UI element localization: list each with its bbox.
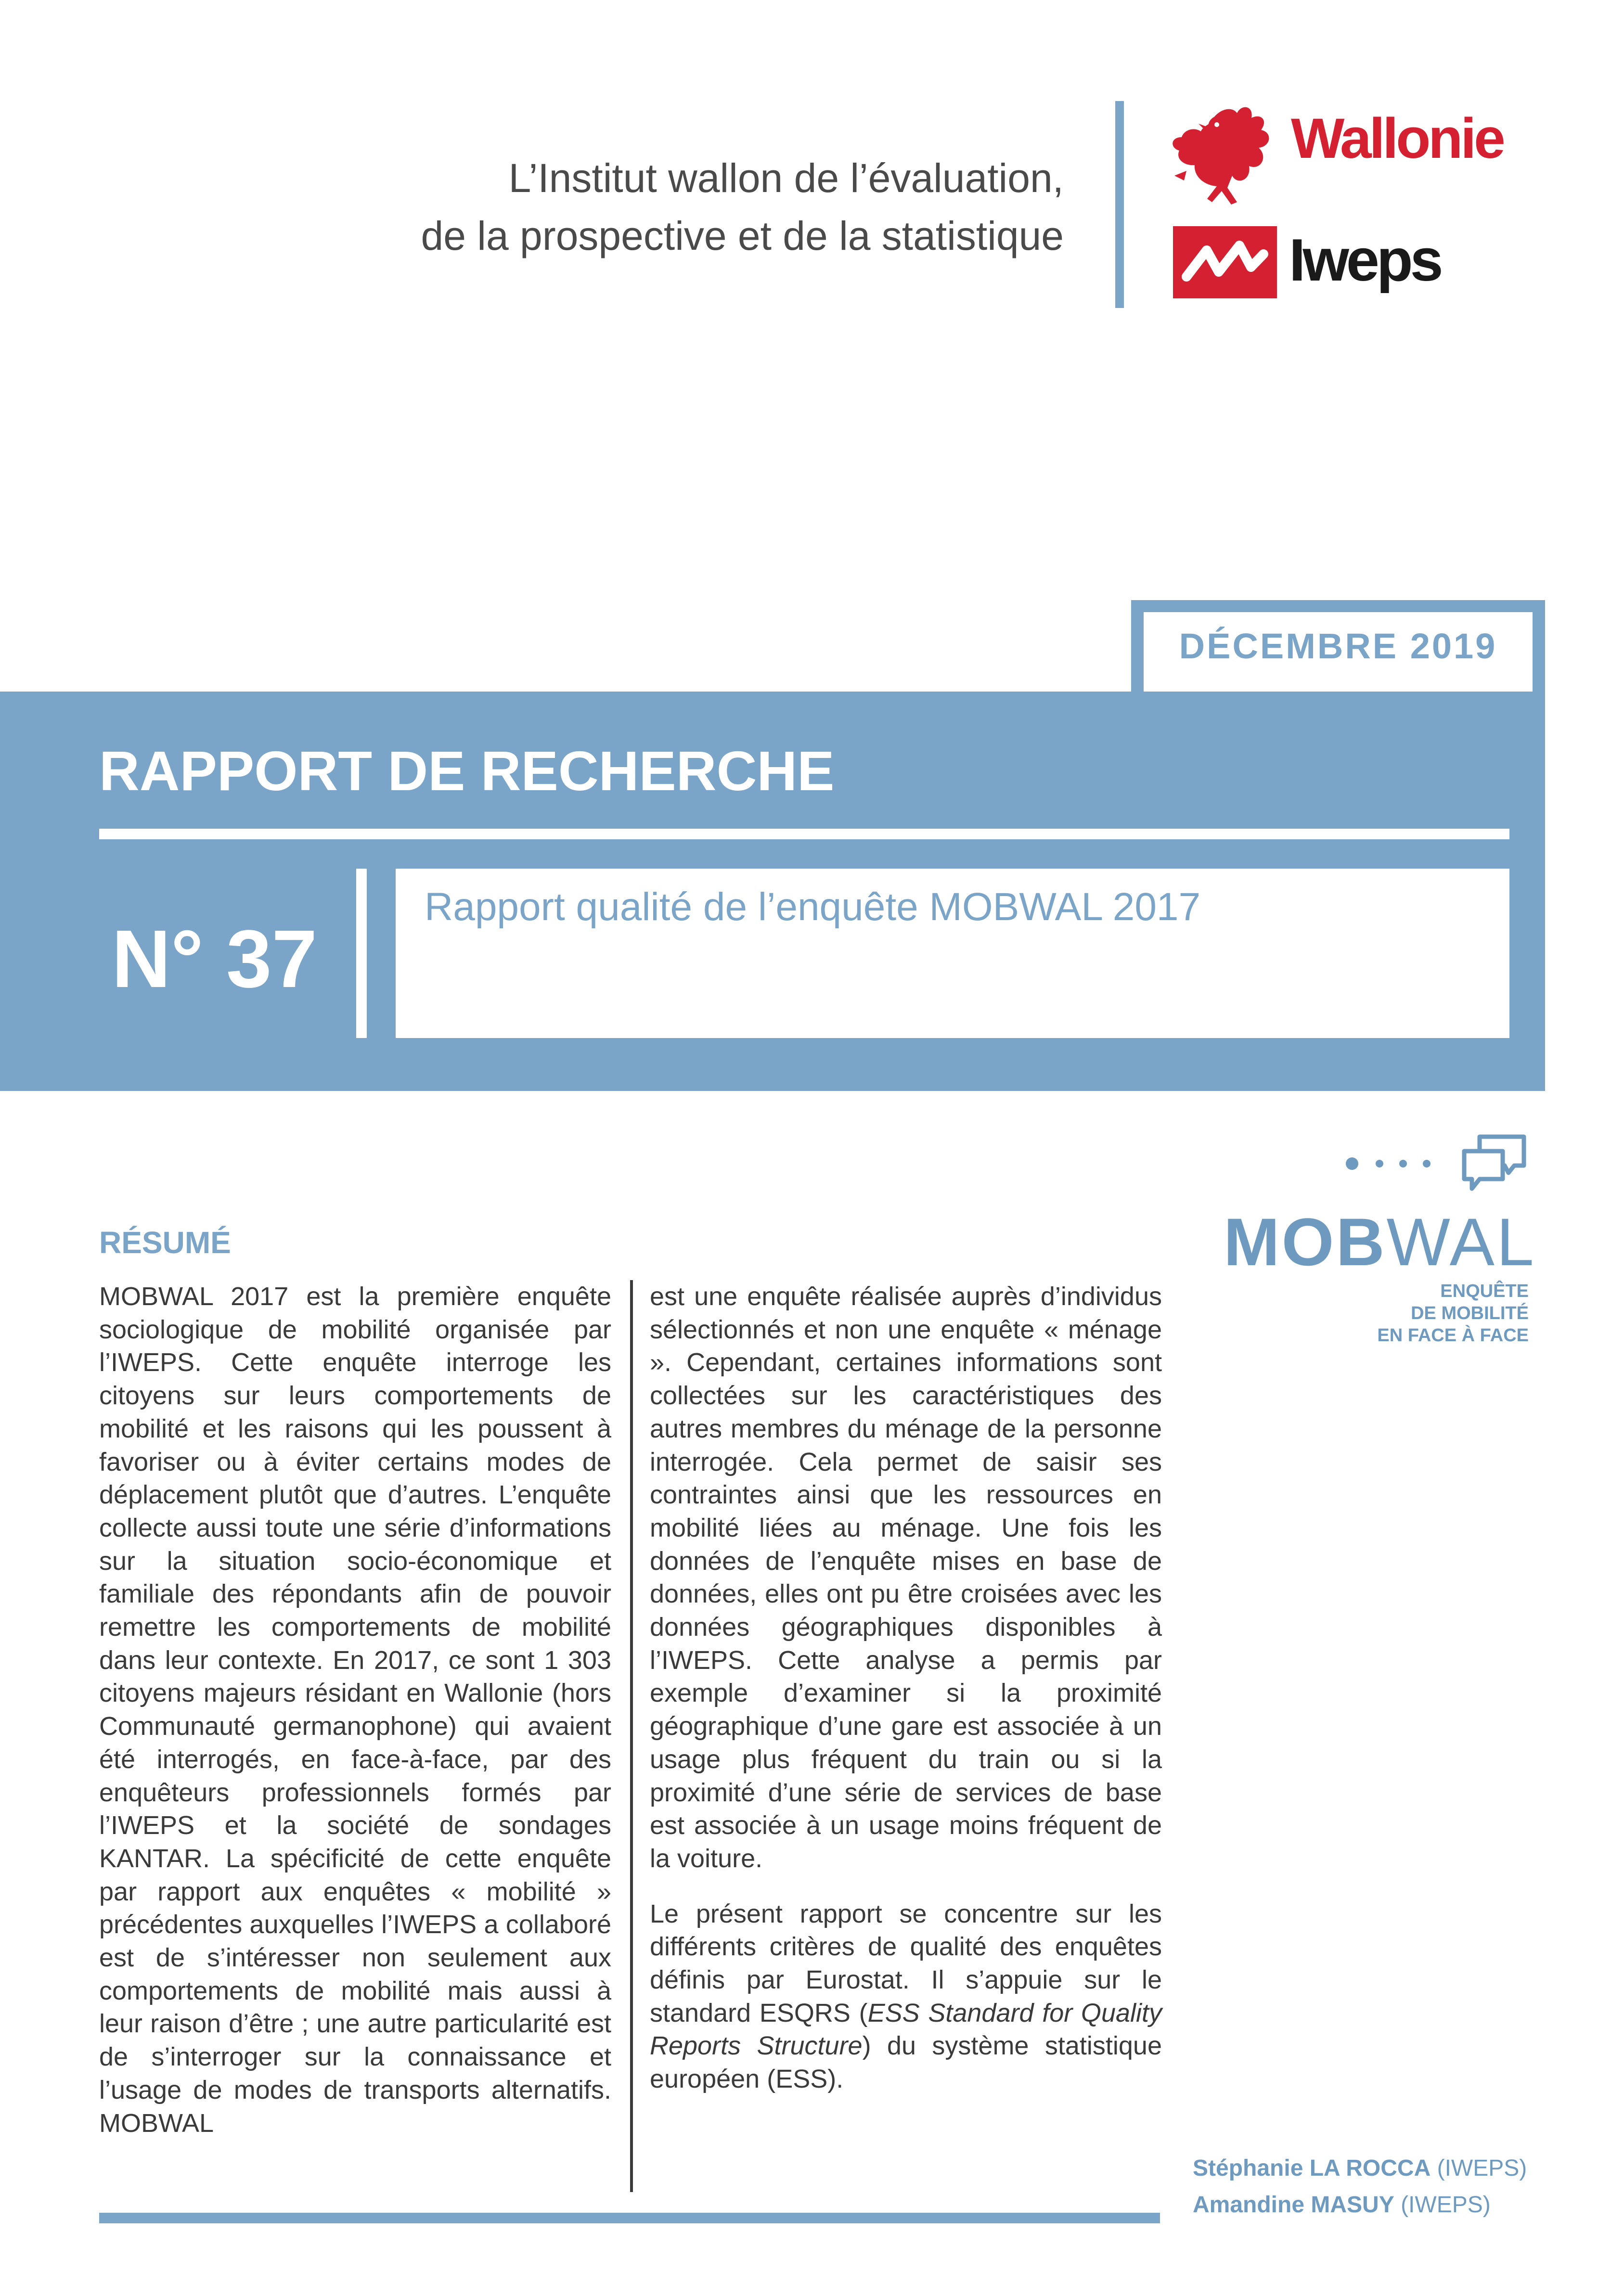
institute-line-2: de la prospective et de la statistique [421,213,1064,258]
institute-line-1: L’Institut wallon de l’évaluation, [508,155,1064,201]
mobwal-tagline-line-2: DE MOBILITÉ [1411,1303,1529,1323]
mobwal-dot [1399,1160,1407,1167]
iweps-logo-mark [1173,226,1277,298]
resume-text: Le présent rapport se concentre sur les différents critères de qualité des enquêtes définis par Eurostat. Il s’appuie sur le standard ESQRS ( [650,1899,1162,2027]
mobwal-dot [1423,1160,1431,1167]
mobwal-dot [1376,1160,1383,1167]
wallonie-rooster-icon [1165,103,1280,214]
mobwal-wordmark [1224,1203,1536,1281]
resume-text-italic: ESS Standard for Quality Reports Structure [650,1998,1162,2061]
mobwal-dot [1346,1157,1358,1170]
publication-date: DÉCEMBRE 2019 [1179,626,1497,666]
author-line [1193,2150,1527,2187]
resume-paragraph: MOBWAL 2017 est la première enquête sociologique de mobilité organisée par l’IWEPS. Cette enquête interroge les citoyens sur leurs comportements de mobilité et les raisons qui les poussent à favoriser ou à éviter certains modes de déplacement plutôt que d’autres. L’enquête collecte aussi toute une série d’informations sur la situation socio-économique et familiale des répondants afin de pouvoir remettre les comportements de mobilité dans leur contexte. En 2017, ce sont 1 303 citoyens majeurs résidant en Wallonie (hors Communauté germanophone) qui avaient été interrogés, en face-à-face, par des enquêteurs professionnels formés par l’IWEPS et la société de sondages KANTAR. La spécificité de cette enquête par rapport aux enquêtes « mobilité » précédentes auxquelles l’IWEPS a collaboré est de s’intéresser non seulement aux comportements de mobilité mais aussi à leur raison d’être ; une autre particularité est de s’interroger sur la connaissance et l’usage de modes de transports alternatifs. MOBWAL [99,1282,611,2138]
banner-divider [99,829,1509,839]
iweps-logo-text: Iweps [1289,227,1441,294]
institute-name [289,149,1064,265]
resume-column-2 [650,1280,1162,2096]
mobwal-tagline-line-3: EN FACE À FACE [1377,1325,1529,1346]
mobwal-tagline-line-1: ENQUÊTE [1440,1281,1529,1301]
resume-paragraph: est une enquête réalisée auprès d’individus sélectionnés et non une enquête « ménage ». Cependant, certaines informations sont collectées sur les caractéristiques des autres membres du ménage de la personne interrogée. Cela permet de saisir ses contraintes ainsi que les ressources en mobilité liées au ménage. Une fois les données de l’enquête mises en base de données, elles ont pu être croisées avec les données géographiques disponibles à l’IWEPS. Cette analyse a permis par exemple d’examiner si la proximité géographique d’une gare est associée à un usage plus fréquent du train ou si la proximité d’une série de services de base est associée à un usage moins fréquent de la voiture. [650,1282,1162,1873]
wallonie-logo-text: Wallonie [1291,107,1503,170]
report-subtitle: Rapport qualité de l’enquête MOBWAL 2017 [425,885,1201,929]
author-affiliation: (IWEPS) [1401,2192,1491,2218]
report-type-title: RAPPORT DE RECHERCHE [99,740,835,802]
iweps-wave-icon [1173,226,1277,298]
authors [1193,2150,1527,2223]
header-divider [1115,101,1124,308]
mobwal-tagline [1300,1280,1529,1347]
chat-bubble-icon [1460,1132,1528,1194]
resume-column-1 [99,1280,611,2140]
author-name: Amandine MASUY [1193,2192,1394,2218]
author-name: Stéphanie LA ROCCA [1193,2155,1431,2181]
mobwal-wordmark-light: WAL [1386,1204,1536,1280]
report-number: N° 37 [112,913,318,1005]
column-divider [630,1280,633,2192]
resume-heading: RÉSUMÉ [99,1225,231,1260]
resume-text: ) du système statistique européen (ESS). [650,2031,1162,2094]
author-affiliation: (IWEPS) [1437,2155,1527,2181]
bottom-rule [99,2213,1160,2223]
resume-paragraph [650,1898,1162,2096]
author-line [1193,2187,1527,2223]
mobwal-wordmark-bold: MOB [1224,1204,1387,1280]
number-divider [356,869,367,1038]
